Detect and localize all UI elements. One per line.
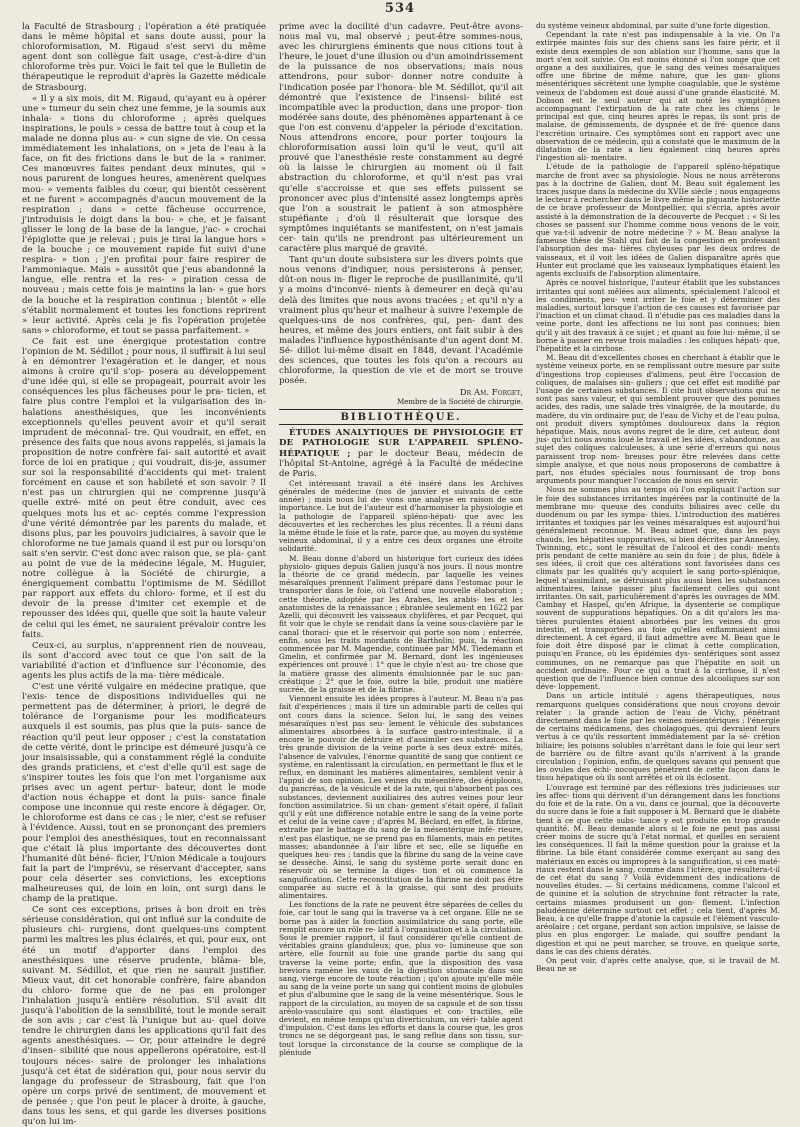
- article-title: [279, 428, 523, 478]
- text-columns: [22, 21, 780, 1127]
- column-2: [279, 22, 523, 1090]
- column-3-paragraph: Dans un article intitulé : agens thérapeutiques, nous remarquons quelques considérations que nous croyons devoir relater : la grande action de l'eau de Vichy, pénétrant directement dans le foie par les veines mésentériques ; l'énergie de certains médicamens, des cholagogues, qui devraient leurs vertus à ce qu'ils ressortent immédiatement par la sé- crétion biliaire; les poisons solubles n'arrêtant dans le foie qui leur sert de barrière ou de filtre avant qu'ils n'arrivent à la grande circulation ; l'opinion, enfin, de quelques savans qui pensent que les ovules des échi- nocoques pénètrent de cette façon dans le tissu hépatique où ils sont arrêtés et où ils éclosent.: [536, 691, 780, 783]
- column-3-paragraph: L'étude de la pathologie de l'appareil spléno-hépatique marche de front avec sa physiologie. Nous ne nous arrêterons pas à la doctrine de Galien, dont M. Beau suit également les traces jusque dans la médecine du XVIIe siècle ; nous engageons le lecteur à rechercher dans le livre même la piquante historiette de ce brave professeur de Montpellier, qui s'écria, après avoir assisté à la démonstration de la découverte de Pecquet : « Si les choses se passent sur l'homme comme nous venons de le voir, que va-t-il advenir de notre médecine ? » M. Beau analyse la fameuse thèse de Stahl qui fait de la congestion en professant l'absorption des ma- tières chyleuses par les deux ordres de vaisseaux, et il voit les idées de Galien disparaître après que Hunter eut proclamé que les vaisseaux lymphatiques étaient les agents exclusifs de l'absorption alimentaire.: [536, 162, 780, 279]
- column-1-paragraph: « Il y a six mois, dit M. Rigaud, qu'ayant eu à opérer une » tumeur du sein chez une femme, je la soumis aux inhala- » tions du chloroforme ; après quelques inspirations, le pouls » cessa de battre tout à coup et la malade ne donna plus au- » cun signe de vie. On cessa immédiatement les inhalations, on » jeta de l'eau à la face, on fit des frictions dans le but de la » ranimer. Ces manœuvres faites pendant deux minutes, qui » nous parurent de longues heures, amenèrent quelques mou- » vements faibles du cœur, qui bientôt cessèrent et ne furent » accompagnés d'aucun mouvement de la respiration ; dans » cette fâcheuse occurrence, j'introduisis le doigt dans la bou- » che, et je faisant glisser le long de la base de la langue, j'ac- » crochai l'épiglotte que je relevai ; puis je tirai la langue hors » de la bouche ; ce mouvement rapide fut suivi d'une respira- » tion ; j'en profitai pour faire respirer de l'ammoniaque. Mais » aussitôt que j'eus abandonné la langue, elle rentra et la res- » piration cessa de nouveau ; mais cette fois je maintins la lan- » gue hors de la bouche et la respiration continua ; bientôt » elle s'établit normalement et toutes les fonctions reprirent » leur activité. Après cela je fis l'opération projetée sans » chloroforme, et tout se passa parfaitement. »: [22, 93, 266, 336]
- column-3: [536, 22, 780, 1090]
- column-3-paragraph: Après ce nouvel historique, l'auteur établit que les substances irritantes qui sont mêlées aux aliments, spécialement l'alcool et les condiments, peu- vent irriter le foie et y déterminer des maladies, surtout lorsque l'action de ces causes est favorisée par l'inaction et un climat chaud. Il n'étudie pas ces maladies dans la veine porte, dont les affections ne lui sont pas connues; bien qu'il y ait des travaux à ce sujet ; et quant au foie lui- même, il se borne à passer en revue trois maladies : les coliques hépati- que, l'hépatite et la cirrhose.: [536, 278, 780, 353]
- review-paragraph: Cet intéressant travail a été inséré dans les Archives générales de médecine (nos de janvier et suivants de cette année) ; mais nous lui de- vons une analyse en raison de son importance. Le but de l'auteur est d'harmoniser la physiologie et la pathologie de l'appareil spléno-hépati- que avec les découvertes et les recherches les plus récentes. Il a réuni dans la même étude le foie et la rate, parce que, au moyen du système veineux abdominal, il y a entre ces deux organes une étroite solidarité.: [279, 478, 523, 554]
- column-3-paragraph: L'ouvrage est terminé par des réflexions très judicieuses sur les affec- tions qui dérivent d'un dérangement dans les fonctions du foie et de la rate. On a vu, dans ce journal, que la découverte du sucre dans le foie a fait supposer à M. Bernard que le diabète tient à ce que cette subs- tance y est produite en trop grande quantité. M. Beau demande alors si le foie ne peut pas aussi créer moins de sucre qu'à l'état normal, et quelles en seraient les conséquences. Il fait la même question pour la graisse et la fibrine. La bile étant considérée comme exerçant au sang des matériaux en excès ou impropres à la sanguification, si ces maté- riaux restent dans le sang, comme dans l'ictère, que résultera-t-il de cet état du sang ? Voilà évidemment des indications de nouvelles études. — Si certains médicamens, comme l'alcool et de quinine et la solution de strychnine font rétracter la rate, certains miasmes produisent un gon- flement. L'infection paludéenne détermine surtout cet effet ; cela tient, d'après M. Beau, à ce qu'elle frappe d'atonie la capsule et l'élément vasculo-aréolaire ; cet organe, perdant son action impulsive, se laisse de plus en plus engorger. Le malade, qui souffre pendant la digestion et qui ne peut marcher, se trouve, en quelque sorte, dans le cas des chiens dératés.: [536, 782, 780, 956]
- column-1-paragraph: Ce sont ces exceptions, prises à bon droit en très sérieuse considération, qui ont influé sur la conduite de plusieurs chi- rurgiens, dont quelques-uns comptent parmi les maîtres les plus éclairés, et qui, pour eux, ont été un motif d'apporter dans l'emploi des anesthésiques une réserve prudente, blâma- ble, suivant M. Sédillot, et que rien ne saurait justifier. Mieux vaut, dit cet honorable confrère, faire abandon du chloro- forme que de ne pas en prolonger l'inhalation jusqu'à entière résolution. S'il avait dit jusqu'à l'abolition de la sensibilité, tout le monde serait de son avis ; car c'est là l'unique but au- quel doive tendre le chirurgien dans les applications qu'il fait des agents anesthésiques. — Or, pour atteindre le degré d'insen- sibilité que nous appellerons opératoire, est-il toujours néces- saire de prolonger les inhalations jusqu'à cet état de sidération qui, pour nous servir du langage du professeur de Strasbourg, fait que l'on opère un corps privé de sentiment, de mouvement et de pensée ; que l'on peut le placer à droite, à gauche, dans tous les sens, et qui garde les diverses positions qu'on lui im-: [22, 905, 266, 1127]
- review-paragraph: Viennent ensuite les idées propres à l'auteur. M. Beau n'a pas fait d'expériences ; mais il tire un admirable parti de celles qui ont cours dans la science. Selon lui, le sang des veines mésaraïques n'est pas seu- lement le véhicule des substances alimentaires absorbées à la surface gastro-intestinale, il a encore le pouvoir de détruire et d'assimiler ces substances. La très grande division de la veine porte à ses deux extré- mités, l'absence de valvules, l'énorme quantité de sang que contient ce système, en ralentissant la circulation, en permettant le flux et le reflux, en dominant les matières alimentaires, semblent venir à l'appui de son opinion. Les veines du mésentère, des épiploons, du pancréas, de la vésicule et de la rate, qui n'absorbent pas ces substances, deviennent auxiliaires des autres veines pour leur fonction assimilatrice. Si un chan- gement s'était opéré, il fallait qu'il y eût une différence notable entre le sang de la veine porte et celui de la veine cave ; d'après M. Béclard, en effet, la fibrine, extraite par le battage du sang de la mésentérique infé- rieure, n'est pas élastique, ne se prend pas en filaments, mais en petites masses; abandonnée à l'air libre et sec, elle se liquéfie en quelques heu- res ; tandis que la fibrine du sang de la veine cave se dessèche. Ainsi, le sang du système porte serait donc en réservoir où se termine la diges- tion et où commence la sanguification. Cette reconstitution de la fibrine ne doit pas être comparée au sucre et à la graisse, qui sont des produits alimentaires.: [279, 694, 523, 900]
- article-title-main: ÉTUDES ANALYTIQUES DE PHYSIOLOGIE ET DE PATHOLOGIE SUR L'APPAREIL SPLÉNO-HÉPATIQUE ;: [279, 428, 523, 459]
- column-3-paragraph: Cependant la rate n'est pas indispensable à la vie. On l'a extirpée maintes fois sur des chiens sans les faire périr, et il existe deux exemples de son ablation sur l'homme, sans que la mort s'en soit suivie. On est moins étonné si l'on songe que cet organe a des auxiliaires, que le sang des veines mésaraïques offre une fibrine de même nature, que les gan- glions mésentériques sécrètent une lymphe coagulable, que le système veineux de l'abdomen est doué aussi d'une grande élasticité. M. Dobson est le seul auteur qui ait noté les symptômes accompagnant l'extirpation de la rate chez les chiens ; le principal est que, cinq heures après le repas, ils sont pris de malaise, de gémissements, de dyspnée et de fré- quence dans l'excrétion urinaire. Ces symptômes sont en rapport avec une observation de ce médecin, qui a constaté que le maximum de la dilatation de la rate a lieu également cinq heures après l'ingestion ali- mentaire.: [536, 30, 780, 163]
- review-paragraph: M. Beau donne d'abord un historique fort curieux des idées physiolo- giques depuis Galien jusqu'à nos jours. Il nous montre la théorie de ce grand médecin, par laquelle les veines mésaraïques prennent l'aliment préparé dans l'estomac pour le transporter dans le foie, où l'attend une nouvelle élaboration ; cette théorie, adoptée par les Arabes, les arabis- tes et les anatomistes de la renaissance ; ébranlée seulement en 1622 par Azelli, qui découvrit les vaisseaux chylifères, et par Pecquet, qui fit voir que le chyle se rendait dans la veine sous-clavière par le canal thoraci- que et le réservoir qui porte son nom ; enterrée, enfin, sous les traits mordants de Bartholin; puis, la réaction commencée par M. Magendie, continuée par MM. Tiedemann et Gmelin, et confirmée par M. Bernard, dont les ingénieuses expériences ont prouvé : 1° que le chyle n'est au- tre chose que la matière grasse des aliments émulsionnée par le suc pan- créatique ; 2° que le foie, outre la bile, produit une matière sucrée, de la graisse et de la fibrine.: [279, 553, 523, 694]
- section-divider-top: [279, 409, 523, 410]
- column-1-paragraph: C'est une vérité vulgaire en médecine pratique, que l'exis- tence de dispositions individuelles qui ne permettent pas de déterminer, à priori, le degré de tolérance de l'organisme pour les modificateurs auxquels il est soumis, pas plus que la puis- sance de réaction qu'il peut leur opposer ; c'est la constatation de cette vérité, dont le principe est démeuré jusqu'à ce jour insaisissable, qui a constamment réglé la conduite des grands praticiens, et c'est d'elle qu'il est sage de s'inspirer toutes les fois que l'on met l'organisme aux prises avec un agent pertur- bateur, dont le mode d'action nous échappe et dont la puis- sance finale compose une inconnue qui reste encore à dégager. Or, le chloroforme est dans ce cas ; le nier, c'est se refuser à l'évidence. Aussi, tout en se prononçant des premiers pour l'emploi des anesthésiques, tout en reconnaissant que c'était là plus importante des découvertes dont l'humanité dût béné- ficier, l'Union Médicale a toujours fait la part de l'imprévu, se réservant d'accepter, sans pour cela déserter ses convictions, les exceptions malheureuses qui, de loin en loin, ont surgi dans le champ de la pratique.: [22, 682, 266, 905]
- section-heading: BIBLIOTHÈQUE.: [340, 412, 462, 424]
- column-2-paragraph: prime avec la docilité d'un cadavre. Peut-être avons-nous mal vu, mal observé ; peut-être sommes-nous, avec les chirurgiens éminents que nous citions tout à l'heure, le jouet d'une illusion ou d'un amoindrissement de la puissance de nos observations; mais nous attendrons, pour subor- donner notre conduite à l'indication posée par l'honora- ble M. Sédillot, qu'il ait démontré que l'existence de l'insensi- bilité est incompatible avec la production, dans une propor- tion modérée sans doute, des phénomènes appartenant à ce que l'on est convenu d'appeler la période d'excitation. Nous attendrons encore, pour porter toujours la chloroformisation aussi loin qu'il le veut, qu'il ait prouvé que l'anesthésie reste constamment au degré où la laisse le chirurgien au moment où il fait abstraction du chloroforme, et qu'il n'est pas vrai qu'elle s'accroisse et que ses effets puissent se prononcer avec plus d'intensité assez longtemps après que l'on a soustrait le patient à son atmosphère stupéfiante ; d'où il résulterait que lorsque des symptômes inquiétants se manifestent, on n'est jamais cer- tain qu'ils ne prendront pas ultérieurement un caractère plus marqué de gravité.: [279, 22, 523, 255]
- column-3-paragraph: Nous ne sommes plus au temps où l'on expliquait l'action sur le foie des substances irritantes ingérées par la continuité de la membrane mu- queuse des conduits biliaires avec celle du duodénum ou par les sympa- thies. L'introduction des matières irritantes et toxiques par les veines mésaraïques est aujourd'hui généralement reconnue. M. Beau admet que, dans les pays chauds, les hépatites suppuratives, si bien décrites par Annesley, Twinning, etc., sont le résultat de l'alcool et des condi- ments pris pendant de cette manière au sein du foie ; de plus, fidèle à ses idées, il croit que ces altérations sont favorisées dans ces climats par les qualités qu'y acquiert le sang porto-splénique, lequel n'assimilant, se détruisant plus aussi bien les substances alimentaires, laisse passer plus facilement celles qui sont irritantes. On sait, particulièrement d'après les ouvrages de MM. Cambay et Haspel, qu'en Afrique, la dysenterie se complique souvent de suppurations hépatiques. On a dit qu'alors les ma- tières purulentes étaient absorbées par les veines du gros intestin, et transportées au foie qu'elles enflammaient ainsi directement. À cet égard, il faut admettre avec M. Beau que le foie doit être disposé par le climat à cette complication, puisqu'en France, où les épidémies dys- sentériques sont assez communes, on ne remarque pas que l'hépatite en soit un accident ordinaire. Pour ce qui a trait à la cirrhose, il n'est question que de l'influence bien connue des alcooliques sur son déve- loppement.: [536, 485, 780, 692]
- column-1-paragraph: Ce fait est une énergique protestation contre l'opinion de M. Sédillot ; pour nous, il suffirait à lui seul à en démontrer l'exagération et le danger, et nous aimons à croire qu'il s'op- posera au développement d'une idée qui, si elle se propageait, pourrait avoir les conséquences les plus fâcheuses pour le pra- ticien, et faire plus contre l'emploi et la vulgarisation des in- halations anesthésiques, que les inconvénients exceptionnels qu'elles peuvent avoir et qu'il serait imprudent de méconnaî- tre. Qui voudrait, en effet, en présence des faits que nous avons rappelés, si jamais la proposition de notre confrère fai- sait autorité et avait force de loi en pratique ; qui voudrait, dis-je, assumer sur soi la responsabilité d'accidents qui met- traient forcément en cause et son habileté et son savoir ? Il n'est pas un chirurgien qui ne comprenne jusqu'à quelle extré- mité on peut être conduit, avec ces quelques mots lus et ac- ceptés comme l'expression d'une vérité démontrée par les parents du malade, et disons plus, par les pouvoirs judiciaires, à savoir que le chloroforme ne tue jamais quand il est pur ou lorsqu'on sait s'en servir. C'est donc avec raison que, se pla- çant au point de vue de la médecine légale, M. Huguier, notre collègue à la Société de chirurgie, a énergiquement combattu l'optimisme de M. Sédillot par rapport aux effets du chloro- forme, et il est du devoir de la presse d'imiter cet exemple et de repousser des idées qui, quelle que soit la haute valeur de celui qui les émet, ne sauraient prévaloir contre les faits.: [22, 336, 266, 640]
- article-title-byline: par le docteur Beau, médecin de l'hôpital St-Antoine, agrégé à la Faculté de médecine de Paris.: [279, 448, 523, 479]
- section-divider-bottom: [279, 424, 523, 425]
- column-3-paragraph: On peut voir, d'après cette analyse, que, si le travail de M. Beau ne se: [536, 955, 780, 974]
- author-name: Dr Am. Forget,: [459, 388, 523, 399]
- column-1: [22, 22, 266, 1127]
- column-3-paragraph: M. Beau dit d'excellentes choses en cherchant à établir que le système veineux porte, en se remplissant outre mesure par suite d'ingestions trop copieuses d'alimens, peut être l'occasion de coliques, de malaises sin- guliers ; que cet effet est modifié par l'usage de certaines substances. Il cite huit observations qui ne sont pas sans valeur, et qui semblent prouver que des pommes acides, des radis, une salade très vinaigrée, de la moutarde, du madère, du vin ordinaire pur, de l'eau de Vichy et de l'eau pulna, ont produit divers symptômes douloureux dans la région hépatique. Mais, nous avons regret de le dire, cet auteur, dont jus- qu'ici nous avons loué le travail et les idées, s'abandonne, au sujet des coliques calculeuses, à une série d'erreurs qui nous paraissent trop nom- breuses pour être relevées dans cette simple analyse, et que nous nous proposerons de combattre à part, nos études spéciales nous fournissant de trop bons arguments pour manquer l'occasion de nous en servir.: [536, 353, 780, 486]
- column-1-paragraph: Ceux-ci, au surplus, n'apprennent rien de nouveau, ils sont d'accord avec tout ce que l'on sait de la variabilité d'action et d'influence sur l'économie, des agents les plus actifs de la ma- tière médicale.: [22, 640, 266, 681]
- column-1-paragraph: la Faculté de Strasbourg ; l'opération a été pratiquée dans le même hôpital et sans doute aussi, pour la chloroformisation, M. Rigaud s'est servi du même agent dont son collègue fait usage, c'est-à-dire d'un chloroforme très pur. Voici le fait tel que le Bulletin de thérapeutique le reproduit d'après la Gazette médicale de Strasbourg.: [22, 22, 266, 93]
- column-3-paragraph: du système veineux abdominal, par suite d'une forte digestion.: [536, 21, 771, 30]
- author-affiliation: Membre de la Société de chirurgie.: [397, 398, 523, 407]
- review-paragraph: Les fonctions de la rate ne peuvent être séparées de celles du foie, car tout le sang qui la traverse va à cet organe. Elle ne se borne pas à aider la fonction assimilatrice du sang porte, elle remplit encore un rôle re- latif à l'organisation et à la circulation. Sous le premier rapport, il faut considérer qu'elle contient de véritables grains glanduleux; que, plus vo- lumineuse que son artère, elle fournit au foie une grande partie du sang qui traverse la veine porte; enfin, que la disposition des vasa breviora ramène les vaux de la digestion stomacale dans son sang, vierge encore de toute réaction ; qu'on ajoute qu'elle mêle au sang de la veine porte un sang qui contient moins de globules et plus d'albumine que le sang de la veine mésentérique. Sous le rapport de la circulation, au moyen de sa capsule et de son tissu aréolo-vasculaire qui sont élastiques et con- tractiles, elle devient, en même temps qu'un diverticulum, un véri- table agent d'impulsion. C'est dans les efforts et dans la course que, les gros troncs ne se dégorgeant pas, le sang reflue dans son tissu, sur- tout lorsque la circonstance de la course se complique de la pléniude: [279, 900, 523, 1057]
- author-signature: [279, 388, 523, 398]
- column-2-paragraph: Tant qu'un doute subsistera sur les divers points que nous venons d'indiquer, nous persisterons à penser, dût-on nous in- fliger le reproche de pusillanimité, qu'il y a moins d'inconvé- nients à demeurer en deçà qu'au delà des limites que nous avons tracées ; et qu'il n'y a vraiment plus qu'heur et malheur à suivre l'exemple de quelques-uns de nos confrères, qui, pen- dant des heures, et même des jours entiers, ont fait subir à des malades l'influence hyposthénisante d'un agent dont M. Sé- dillot lui-même disait en 1848, devant l'Académie des sciences, que toutes les fois qu'on a recours au chloroforme, la question de vie et de mort se trouve posée.: [279, 255, 523, 387]
- page-number: 534: [384, 1, 416, 16]
